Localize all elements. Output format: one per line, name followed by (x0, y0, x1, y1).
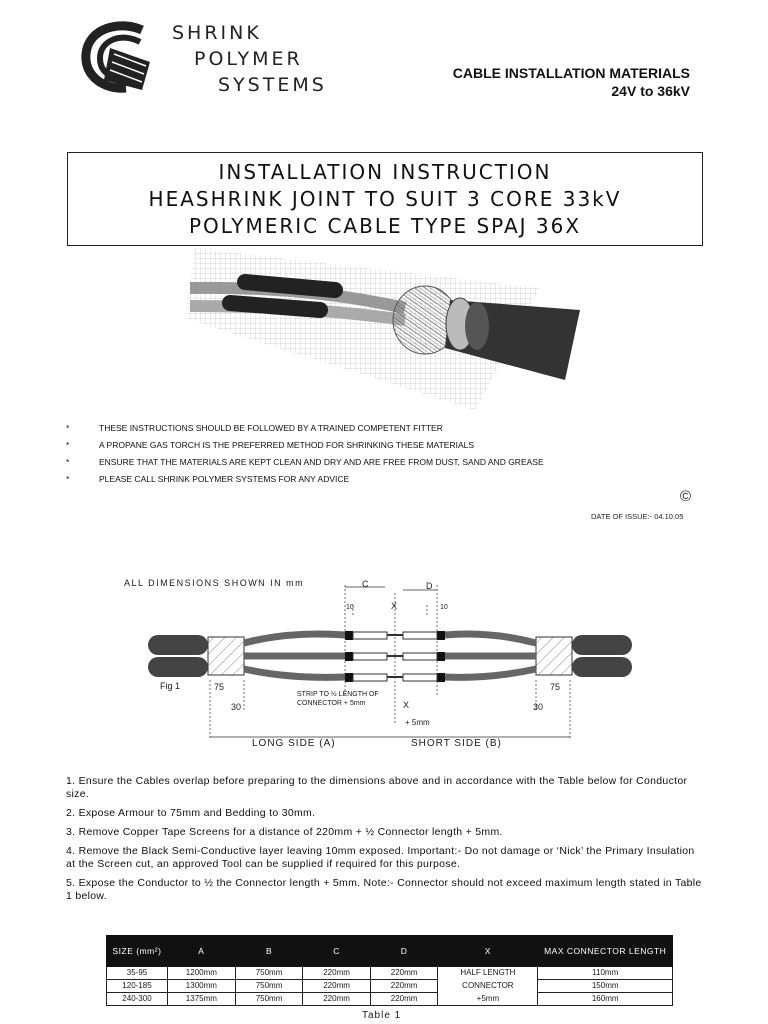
cell: 160mm (538, 993, 673, 1006)
note-text: PLEASE CALL SHRINK POLYMER SYSTEMS FOR ANY ADVICE (99, 474, 350, 484)
table-caption: Table 1 (362, 1010, 402, 1021)
dim-bedding-left: 30 (231, 702, 242, 712)
strip-note-line-1: STRIP TO ½ LENGTH OF (297, 691, 379, 698)
company-name-line-1: SHRINK (172, 22, 262, 44)
cell: 220mm (303, 980, 371, 993)
table-row (107, 993, 673, 1006)
cell: 1375mm (167, 993, 235, 1006)
date-of-issue: DATE OF ISSUE:- 04.10.05 (591, 512, 684, 521)
dim-d-label: D (426, 581, 433, 591)
header-category (453, 64, 690, 100)
step-2: 2. Expose Armour to 75mm and Bedding to 30mm. (66, 807, 316, 819)
cell: 220mm (370, 980, 438, 993)
cell: 750mm (235, 967, 303, 980)
right-armour (536, 637, 572, 675)
dim-x-bottom: X (403, 700, 410, 710)
col-x: X (438, 936, 538, 967)
long-side-label: LONG SIDE (A) (252, 738, 336, 749)
strip-note-line-2: CONNECTOR + 5mm (297, 700, 366, 707)
col-size: SIZE (mm²) (107, 936, 168, 967)
cell: 240-300 (107, 993, 168, 1006)
note-item (66, 471, 706, 488)
company-name-line-2: POLYMER (194, 48, 303, 70)
title-line-3: POLYMERIC CABLE TYPE SPAJ 36X (188, 214, 582, 238)
category-label: CABLE INSTALLATION MATERIALS (452, 65, 690, 81)
dim-plus5: + 5mm (405, 718, 430, 727)
col-c: C (303, 936, 371, 967)
step-5: 5. Expose the Conductor to ½ the Connector length + 5mm. Note:- Connector should not exceed maximum length stated in Table 1 below. (66, 877, 702, 902)
table-row (107, 980, 673, 993)
dim-armour-left: 75 (214, 682, 225, 692)
cell: 1300mm (167, 980, 235, 993)
dim-10-left: 10 (346, 604, 354, 611)
col-a: A (167, 936, 235, 967)
voltage-range: 24V to 36kV (611, 83, 690, 99)
joint-product-illustration (185, 248, 595, 410)
step-4: 4. Remove the Black Semi-Conductive layer leaving 10mm exposed. Important:- Do not damage or ‘Nick’ the Primary Insulation at the Screen cut, an approved Tool can be supplied if required for this purpose. (66, 845, 695, 870)
company-name-line-3: SYSTEMS (218, 74, 327, 96)
dim-x-top: X (391, 601, 398, 611)
cell: HALF LENGTH (438, 967, 538, 980)
note-item (66, 454, 706, 471)
company-name (172, 20, 327, 98)
company-logo (80, 18, 160, 98)
document-title (67, 152, 703, 246)
note-text: ENSURE THAT THE MATERIALS ARE KEPT CLEAN AND DRY AND ARE FREE FROM DUST, SAND AND GREASE (99, 457, 544, 467)
cell: 220mm (370, 993, 438, 1006)
cell: 220mm (303, 993, 371, 1006)
cell: 110mm (538, 967, 673, 980)
dim-bedding-right: 30 (533, 702, 544, 712)
cores (244, 631, 536, 682)
bullet: * (66, 423, 70, 433)
strip-note (297, 690, 379, 708)
table-header-row (107, 936, 673, 967)
safety-notes (66, 420, 706, 488)
left-armour (208, 637, 244, 675)
note-text: THESE INSTRUCTIONS SHOULD BE FOLLOWED BY A TRAINED COMPETENT FITTER (99, 423, 443, 433)
copyright-symbol: © (680, 488, 692, 505)
col-d: D (370, 936, 438, 967)
short-side-label: SHORT SIDE (B) (411, 738, 502, 749)
cell: 120-185 (107, 980, 168, 993)
dim-10-right: 10 (440, 604, 448, 611)
cell: 150mm (538, 980, 673, 993)
figure-label: Fig 1 (160, 681, 181, 691)
note-item (66, 420, 706, 437)
cell: CONNECTOR (438, 980, 538, 993)
left-cable-sheath (148, 635, 208, 655)
dim-armour-right: 75 (550, 682, 561, 692)
note-item (66, 437, 706, 454)
right-cable-sheath (572, 635, 632, 655)
cell: 220mm (370, 967, 438, 980)
title-line-2: HEASHRINK JOINT TO SUIT 3 CORE 33kV (148, 187, 622, 211)
table-row (107, 967, 673, 980)
cell: 220mm (303, 967, 371, 980)
dimensions-note: ALL DIMENSIONS SHOWN IN mm (124, 578, 305, 588)
cell: 1200mm (167, 967, 235, 980)
title-line-1: INSTALLATION INSTRUCTION (218, 160, 552, 184)
bullet: * (66, 474, 70, 484)
instruction-steps (66, 775, 706, 909)
cell: 750mm (235, 980, 303, 993)
step-1: 1. Ensure the Cables overlap before preparing to the dimensions above and in accordance with the Table below for Conductor size. (66, 775, 688, 800)
note-text: A PROPANE GAS TORCH IS THE PREFERRED METHOD FOR SHRINKING THESE MATERIALS (99, 440, 475, 450)
cable-preparation-diagram (140, 575, 640, 755)
bullet: * (66, 457, 70, 467)
col-b: B (235, 936, 303, 967)
dimensions-table (106, 935, 673, 1006)
col-max-connector: MAX CONNECTOR LENGTH (538, 936, 673, 967)
cell: 750mm (235, 993, 303, 1006)
step-3: 3. Remove Copper Tape Screens for a distance of 220mm + ½ Connector length + 5mm. (66, 826, 503, 838)
cell: +5mm (438, 993, 538, 1006)
bullet: * (66, 440, 70, 450)
dim-c-label: C (362, 579, 369, 589)
cell: 35-95 (107, 967, 168, 980)
